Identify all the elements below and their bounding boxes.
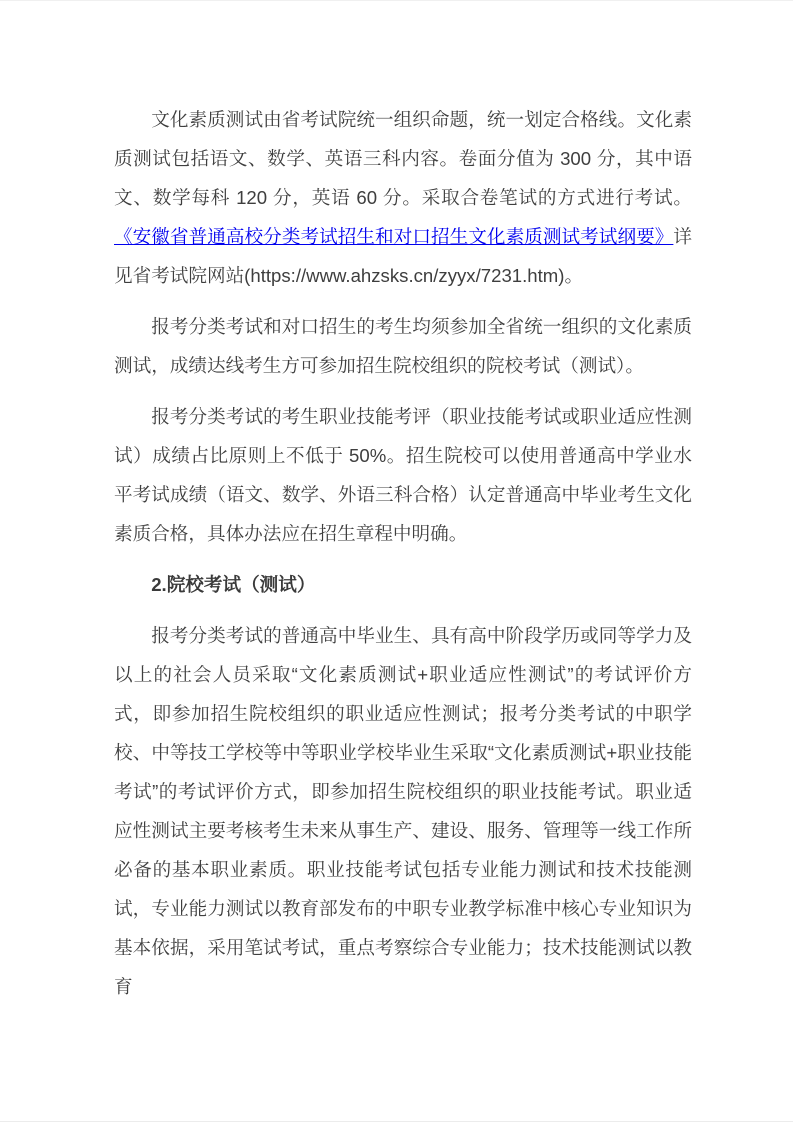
paragraph-unified-test-requirement: 报考分类考试和对口招生的考生均须参加全省统一组织的文化素质测试，成绩达线考生方可参加招生院校组织的院校考试（测试）。 bbox=[114, 316, 692, 376]
p1-text-before-link: 文化素质测试由省考试院统一组织命题，统一划定合格线。文化素质测试包括语文、数学、英语三科内容。卷面分值为 300 分，其中语文、数学每科 120 分，英语 60 分。采取合卷笔试的方式进行考试。 bbox=[114, 109, 692, 208]
exam-outline-link[interactable]: 《安徽省普通高校分类考试招生和对口招生文化素质测试考试纲要》 bbox=[114, 226, 674, 247]
paragraph-skill-score-weight: 报考分类考试的考生职业技能考评（职业技能考试或职业适应性测试）成绩占比原则上不低于 50%。招生院校可以使用普通高中学业水平考试成绩（语文、数学、外语三科合格）认定普通高中毕业考生文化素质合格，具体办法应在招生章程中明确。 bbox=[114, 406, 692, 544]
document-body bbox=[114, 100, 692, 1006]
document-page bbox=[0, 1, 793, 1123]
paragraph-culture-quality-test bbox=[114, 100, 692, 295]
paragraph-college-test-detail: 报考分类考试的普通高中毕业生、具有高中阶段学历或同等学力及以上的社会人员采取“文化素质测试+职业适应性测试”的考试评价方式，即参加招生院校组织的职业适应性测试；报考分类考试的中职学校、中等技工学校等中等职业学校毕业生采取“文化素质测试+职业技能考试”的考试评价方式，即参加招生院校组织的职业技能考试。职业适应性测试主要考核考生未来从事生产、建设、服务、管理等一线工作所必备的基本职业素质。职业技能考试包括专业能力测试和技术技能测试，专业能力测试以教育部发布的中职专业教学标准中核心专业知识为基本依据，采用笔试考试，重点考察综合专业能力；技术技能测试以教育 bbox=[114, 625, 692, 997]
section-heading-college-test: 2.院校考试（测试） bbox=[151, 574, 316, 595]
p1-text-after-link: 详见省考试院网站(https://www.ahzsks.cn/zyyx/7231.htm)。 bbox=[114, 226, 692, 286]
